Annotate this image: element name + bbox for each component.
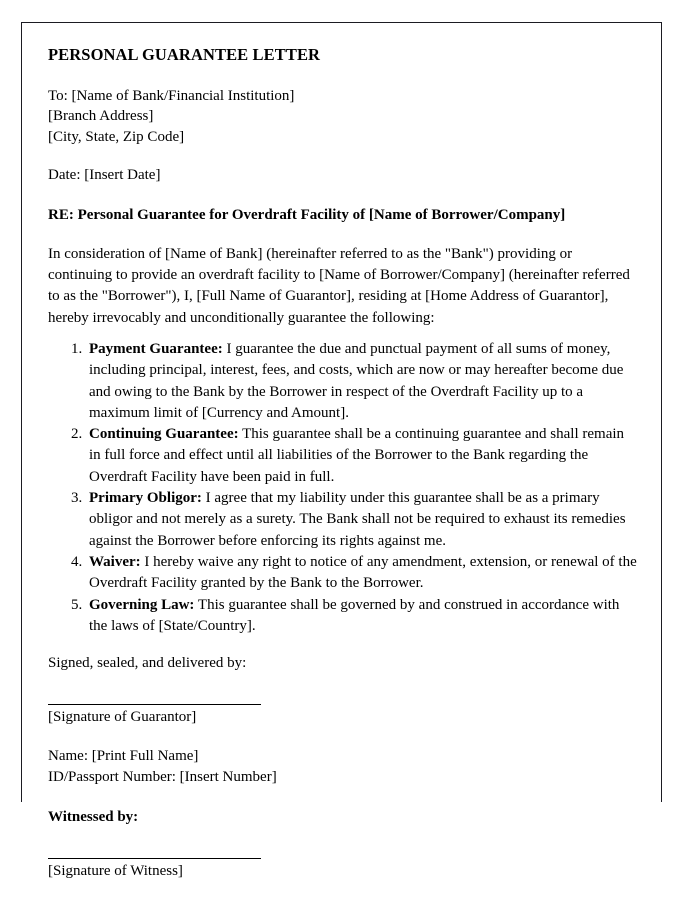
page-title: PERSONAL GUARANTEE LETTER <box>48 45 321 64</box>
clause-label: Primary Obligor: <box>89 490 202 507</box>
witness-signature-caption: [Signature of Witness] <box>48 862 183 879</box>
clauses-list <box>48 339 637 637</box>
clause-text: I guarantee the due and punctual payment of all sums of money, including principal, interest, fees, and costs, which are now or may hereafter become due and owing to the Bank by the Borrower in respect of the Overdraft Facility up to a maximum limit of [Currency and Amount]. <box>89 340 624 421</box>
recipient-city-line: [City, State, Zip Code] <box>48 129 185 146</box>
guarantor-signature-caption: [Signature of Guarantor] <box>48 709 197 726</box>
recipient-branch-line: [Branch Address] <box>48 108 154 125</box>
clause-label: Payment Guarantee: <box>89 340 223 357</box>
intro-paragraph: In consideration of [Name of Bank] (hereinafter referred to as the "Bank") providing or continuing to provide an overdraft facility to [Name of Borrower/Company] (hereinafter referred to as the "Borrower"), I, [Full Name of Guarantor], residing at [Home Address of Guarantor], hereby irrevocably and unconditionally guarantee the following: <box>48 245 630 326</box>
clause-text: I agree that my liability under this guarantee shall be as a primary obligor and not merely as a surety. The Bank shall not be required to exhaust its remedies against the Borrower before enforcing its rights against me. <box>89 490 626 549</box>
clause-text: I hereby waive any right to notice of any amendment, extension, or renewal of the Overdraft Facility granted by the Bank to the Borrower. <box>89 553 637 592</box>
guarantor-id-line: ID/Passport Number: [Insert Number] <box>48 768 277 785</box>
recipient-to-line: To: [Name of Bank/Financial Institution] <box>48 87 295 104</box>
document-page <box>21 22 662 879</box>
clause-item <box>86 424 637 488</box>
guarantor-name-line: Name: [Print Full Name] <box>48 747 199 764</box>
clause-item <box>86 595 637 638</box>
witness-signature-rule <box>48 858 261 859</box>
date-line: Date: [Insert Date] <box>48 166 161 183</box>
witness-heading: Witnessed by: <box>48 809 139 826</box>
clause-item <box>86 339 637 424</box>
recipient-address-block <box>48 86 637 148</box>
clause-label: Governing Law: <box>89 596 195 613</box>
document-content <box>48 45 637 882</box>
subject-line: RE: Personal Guarantee for Overdraft Facility of [Name of Borrower/Company] <box>48 206 566 223</box>
clause-text: This guarantee shall be governed by and construed in accordance with the laws of [State/Country]. <box>89 596 620 634</box>
clause-item <box>86 552 637 595</box>
clause-item <box>86 488 637 552</box>
clause-label: Continuing Guarantee: <box>89 426 239 443</box>
clause-label: Waiver: <box>89 553 141 570</box>
guarantor-identity-block <box>48 746 637 787</box>
guarantor-signature-rule <box>48 704 261 705</box>
signed-sealed-delivered-line: Signed, sealed, and delivered by: <box>48 655 247 672</box>
clause-text: This guarantee shall be a continuing guarantee and shall remain in full force and effect until all liabilities of the Borrower to the Bank regarding the Overdraft Facility have been paid in full. <box>89 426 625 485</box>
